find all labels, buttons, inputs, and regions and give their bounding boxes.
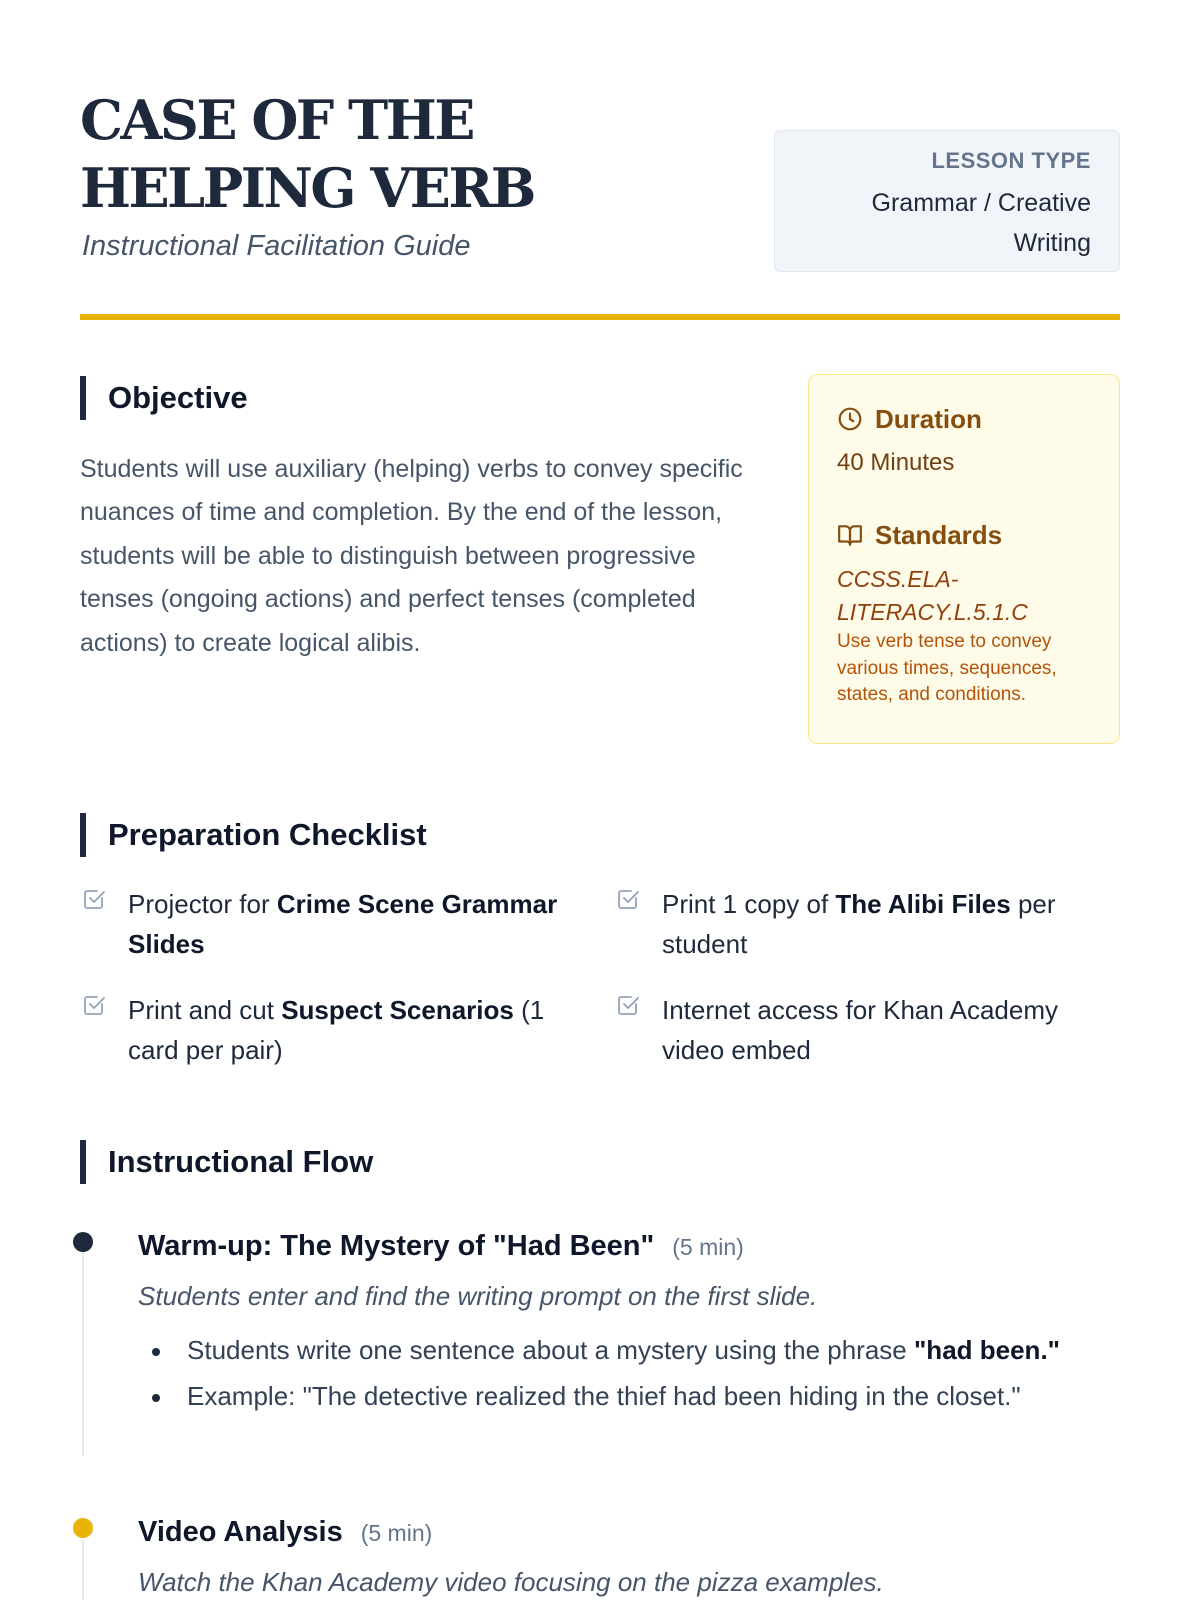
checklist-item — [82, 884, 602, 964]
step-duration: (5 min) — [672, 1234, 744, 1260]
duration-standards-card — [808, 374, 1120, 744]
step-title: Video Analysis (5 min) — [138, 1516, 433, 1548]
checklist-item-text: Internet access for Khan Academy video embed — [662, 995, 1058, 1065]
standards-heading — [837, 517, 1091, 553]
list-item: Example: "The detective realized the thief had been hiding in the closet." — [150, 1376, 1110, 1416]
step-description: Watch the Khan Academy video focusing on the pizza examples. — [138, 1567, 884, 1597]
page-subtitle: Instructional Facilitation Guide — [82, 230, 471, 262]
duration-heading — [837, 401, 1091, 437]
lesson-guide-page — [80, 0, 1120, 1600]
duration-value: 40 Minutes — [837, 449, 955, 476]
lesson-type-label: LESSON TYPE — [931, 148, 1091, 173]
clock-icon — [837, 406, 863, 432]
objective-heading: Objective — [80, 376, 248, 420]
header — [80, 86, 1120, 316]
lesson-type-box — [774, 130, 1120, 272]
objective-text: Students will use auxiliary (helping) verbs to convey specific nuances of time and completion. By the end of the lesson, students will be able to distinguish between progressive tenses (ongoing actions) and perfect tenses (completed actions) to create logical alibis. — [80, 455, 743, 657]
timeline-dot — [73, 1518, 93, 1538]
flow-heading: Instructional Flow — [80, 1140, 373, 1184]
list-item: Students write one sentence about a mystery using the phrase "had been." — [150, 1330, 1110, 1370]
checklist-item — [616, 990, 1120, 1070]
checkbox-checked-icon — [616, 887, 640, 911]
checklist-heading: Preparation Checklist — [80, 813, 427, 857]
step-description: Students enter and find the writing prompt on the first slide. — [138, 1281, 818, 1311]
checklist-item-text: Projector for Crime Scene Grammar Slides — [128, 889, 558, 959]
checklist-item-text: Print 1 copy of The Alibi Files per student — [662, 889, 1056, 959]
step-bullets — [150, 1330, 1110, 1422]
header-divider — [80, 314, 1120, 320]
checkbox-checked-icon — [616, 993, 640, 1017]
checklist-item — [616, 884, 1120, 964]
timeline-connector — [82, 1240, 84, 1456]
page-title: CASE OF THE HELPING VERB — [80, 88, 534, 220]
timeline-connector — [82, 1540, 84, 1600]
step-duration: (5 min) — [360, 1520, 433, 1546]
checkbox-checked-icon — [82, 887, 106, 911]
standard-code: CCSS.ELA-LITERACY.L.5.1.C — [837, 566, 1028, 625]
step-title: Warm-up: The Mystery of "Had Been" (5 min) — [138, 1230, 744, 1262]
standard-description: Use verb tense to convey various times, sequences, states, and conditions. — [837, 631, 1057, 705]
timeline-dot — [73, 1232, 93, 1252]
book-icon — [837, 522, 863, 548]
checklist-item-text: Print and cut Suspect Scenarios (1 card per pair) — [128, 995, 545, 1065]
duration-label: Duration — [875, 403, 982, 434]
lesson-type-value: Grammar / Creative Writing — [871, 189, 1091, 257]
standards-label: Standards — [875, 519, 1003, 550]
checklist-item — [82, 990, 587, 1070]
checkbox-checked-icon — [82, 993, 106, 1017]
